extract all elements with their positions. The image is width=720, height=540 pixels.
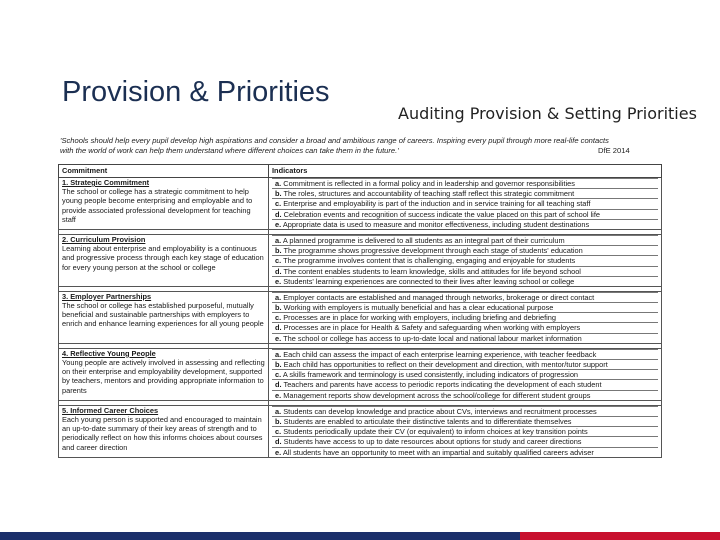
indicators-cell bbox=[269, 178, 662, 230]
indicator-item bbox=[272, 188, 658, 198]
indicator-text: The content enables students to learn knowledge, skills and attitudes for life beyond school bbox=[283, 266, 581, 276]
indicator-letter: e. bbox=[275, 276, 282, 286]
indicators-cell bbox=[269, 348, 662, 400]
commitment-title: 2. Curriculum Provision bbox=[62, 234, 146, 244]
indicator-item bbox=[272, 198, 658, 208]
commitment-title: 1. Strategic Commitment bbox=[62, 178, 150, 187]
indicator-text: Processes are in place for Health & Safety and safeguarding when working with employers bbox=[283, 323, 581, 333]
indicator-letter: a. bbox=[275, 406, 282, 416]
indicator-letter: a. bbox=[275, 179, 282, 188]
table-header-row bbox=[59, 165, 662, 178]
table-row bbox=[59, 291, 662, 343]
indicator-item bbox=[272, 426, 658, 436]
slide-title: Provision & Priorities bbox=[62, 76, 330, 108]
indicator-text: Students have access to up to date resources about options for study and career directions bbox=[283, 437, 582, 447]
indicator-text: Each child can assess the impact of each enterprise learning experience, with teacher feedback bbox=[283, 349, 597, 359]
indicator-text: The programme shows progressive development through each stage of students' education bbox=[283, 246, 583, 256]
indicator-item bbox=[272, 333, 658, 343]
indicator-item bbox=[272, 390, 658, 400]
header-commitment: Commitment bbox=[59, 165, 269, 178]
indicators-cell bbox=[269, 234, 662, 286]
commitment-description: The school or college has established purposeful, mutually beneficial and sustainable partnerships with employers to enrich and enhance learning experiences for all young people bbox=[62, 301, 264, 329]
commitment-title: 5. Informed Career Choices bbox=[62, 405, 159, 415]
indicator-text: Students can develop knowledge and practice about CVs, interviews and recruitment processes bbox=[283, 406, 597, 416]
indicator-text: Students' learning experiences are connected to their lives after leaving school or college bbox=[283, 276, 575, 286]
table-body bbox=[59, 178, 662, 458]
indicator-letter: b. bbox=[275, 416, 282, 426]
table-row bbox=[59, 178, 662, 230]
indicator-item bbox=[272, 209, 658, 219]
commitment-title: 4. Reflective Young People bbox=[62, 348, 156, 358]
header-indicators: Indicators bbox=[269, 165, 662, 178]
indicator-letter: e. bbox=[275, 333, 282, 343]
indicator-letter: d. bbox=[275, 266, 282, 276]
indicator-letter: d. bbox=[275, 437, 282, 447]
table-row bbox=[59, 234, 662, 286]
commitment-description: Each young person is supported and encouraged to maintain an up-to-date summary of their key areas of strength and to periodically reflect on how this informs choices about courses and career direction bbox=[62, 414, 263, 452]
commitment-description: Learning about enterprise and employability is a continuous and progressive process through each key stage of education for every young person at the school or college bbox=[62, 244, 264, 272]
footer-accent-bar bbox=[520, 532, 720, 540]
indicator-item bbox=[272, 369, 658, 379]
indicator-text: All students have an opportunity to meet with an impartial and suitably qualified careers adviser bbox=[282, 447, 594, 457]
indicator-item bbox=[272, 219, 658, 229]
indicator-item bbox=[272, 276, 658, 286]
indicator-text: Each child has opportunities to reflect on their development and direction, with mentor/tutor support bbox=[283, 360, 608, 369]
indicator-letter: c. bbox=[275, 199, 282, 209]
indicator-letter: e. bbox=[275, 390, 282, 400]
indicator-letter: d. bbox=[275, 209, 282, 219]
indicator-text: Students periodically update their CV (or equivalent) to inform choices at key transition points bbox=[283, 427, 588, 437]
quote-text: 'Schools should help every pupil develop high aspirations and consider a broad and ambitious range of careers. Inspiring every pupil through more real-life contacts with the world of work can help them understand where different choices can take them in the future.' bbox=[60, 136, 609, 155]
indicator-letter: e. bbox=[275, 447, 282, 457]
commitment-cell bbox=[59, 234, 269, 286]
indicators-cell bbox=[269, 405, 662, 457]
indicator-text: Commitment is reflected in a formal policy and in leadership and governor responsibilities bbox=[283, 179, 575, 188]
indicator-text: Students are enabled to articulate their distinctive talents and to differentiate themselves bbox=[283, 416, 572, 426]
indicator-letter: b. bbox=[275, 246, 282, 256]
indicator-text: A planned programme is delivered to all students as an integral part of their curriculum bbox=[282, 235, 565, 245]
indicator-item bbox=[272, 447, 658, 457]
indicator-letter: a. bbox=[275, 292, 282, 302]
indicator-text: The programme involves content that is challenging, engaging and enjoyable for students bbox=[283, 256, 576, 266]
indicator-item bbox=[272, 436, 658, 446]
table-row bbox=[59, 405, 662, 457]
indicator-letter: d. bbox=[275, 323, 282, 333]
indicator-item bbox=[272, 312, 658, 322]
indicator-text: A skills framework and terminology is used consistently, including indicators of progression bbox=[282, 370, 579, 380]
indicator-item bbox=[272, 322, 658, 332]
indicator-letter: a. bbox=[275, 349, 282, 359]
indicator-text: Processes are in place for working with employers, including briefing and debriefing bbox=[283, 313, 557, 323]
indicator-letter: c. bbox=[275, 427, 282, 437]
audit-table bbox=[58, 164, 662, 458]
indicator-item bbox=[272, 359, 658, 369]
indicator-text: Teachers and parents have access to periodic reports indicating the development of each student bbox=[283, 380, 602, 390]
commitment-cell bbox=[59, 348, 269, 400]
quote-source: DfE 2014 bbox=[598, 146, 630, 155]
indicator-text: Working with employers is mutually beneficial and has a clear educational purpose bbox=[283, 303, 554, 313]
indicator-item bbox=[272, 406, 658, 416]
commitment-cell bbox=[59, 291, 269, 343]
commitment-description: Young people are actively involved in assessing and reflecting on their enterprise and employability development, supported by teachers, mentors and providing appropriate information to parents bbox=[62, 358, 265, 395]
indicator-letter: d. bbox=[275, 380, 282, 390]
indicator-letter: c. bbox=[275, 370, 282, 380]
indicator-letter: a. bbox=[275, 235, 282, 245]
indicator-item bbox=[272, 349, 658, 359]
table-row bbox=[59, 348, 662, 400]
indicator-text: The school or college has access to up-to-date local and national labour market information bbox=[283, 333, 582, 343]
commitment-description: The school or college has a strategic commitment to help young people become enterprising and employable and to provide associated professional development for teaching staff bbox=[62, 187, 253, 224]
indicator-item bbox=[272, 245, 658, 255]
indicator-item bbox=[272, 235, 658, 245]
indicator-letter: c. bbox=[275, 256, 282, 266]
commitment-title: 3. Employer Partnerships bbox=[62, 291, 152, 301]
indicator-item bbox=[272, 292, 658, 302]
indicator-item bbox=[272, 416, 658, 426]
indicator-letter: e. bbox=[275, 219, 282, 229]
indicator-text: Enterprise and employability is part of the induction and in service training for all teaching staff bbox=[283, 199, 591, 209]
indicator-letter: b. bbox=[275, 303, 282, 313]
indicator-item bbox=[272, 178, 658, 188]
indicator-text: Management reports show development across the school/college for different student groups bbox=[283, 390, 591, 400]
indicator-item bbox=[272, 255, 658, 265]
indicators-cell bbox=[269, 291, 662, 343]
indicator-item bbox=[272, 379, 658, 389]
indicator-text: Employer contacts are established and managed through networks, brokerage or direct contact bbox=[283, 292, 595, 302]
commitment-cell bbox=[59, 405, 269, 457]
indicator-letter: b. bbox=[275, 360, 282, 369]
indicator-text: The roles, structures and accountability of teaching staff reflect this strategic commitment bbox=[283, 189, 575, 199]
indicator-letter: c. bbox=[275, 313, 282, 323]
indicator-text: Celebration events and recognition of success indicate the value placed on this part of school life bbox=[283, 209, 600, 219]
indicator-text: Appropriate data is used to measure and monitor effectiveness, including student destinations bbox=[282, 219, 590, 229]
indicator-item bbox=[272, 266, 658, 276]
indicator-item bbox=[272, 302, 658, 312]
document-heading: Auditing Provision & Setting Priorities bbox=[398, 104, 697, 123]
indicator-letter: b. bbox=[275, 189, 282, 199]
commitment-cell bbox=[59, 178, 269, 230]
